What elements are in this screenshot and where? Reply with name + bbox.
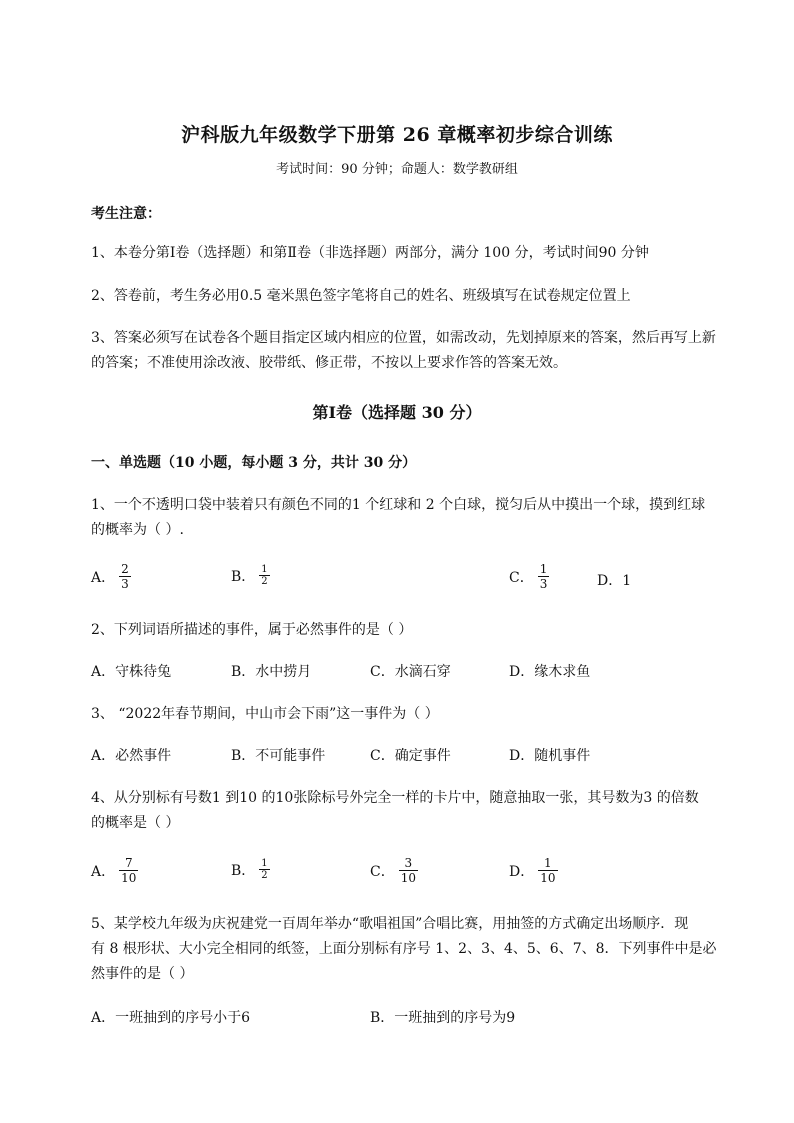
fraction (259, 858, 269, 881)
denominator: 10 (400, 871, 416, 885)
notice-item-1: 1、本卷分第Ⅰ卷（选择题）和第Ⅱ卷（非选择题）两部分，满分 100 分，考试时间90 分钟 (91, 245, 649, 261)
question-4-line-2: 的概率是（ ） (91, 815, 180, 831)
numerator: 2 (121, 562, 129, 576)
option-label: C． (509, 569, 534, 586)
numerator: 7 (124, 856, 133, 870)
question-5-line-3: 然事件的是（ ） (91, 966, 194, 982)
question-1-option-a (91, 562, 131, 591)
notice-heading: 考生注意： (91, 206, 161, 222)
notice-item-2: 2、答卷前，考生务必用0.5 毫米黑色签字笔将自己的姓名、班级填写在试卷规定位置上 (91, 288, 631, 304)
denominator: 2 (261, 576, 268, 587)
question-1-line-1: 1、一个不透明口袋中装着只有颜色不同的1 个红球和 2 个白球，搅匀后从中摸出一个球，摸到红球 (91, 497, 706, 513)
question-5-option-b: B．一班抽到的序号为9 (370, 1010, 516, 1026)
denominator: 2 (261, 870, 268, 881)
denominator: 3 (539, 577, 548, 591)
question-3-option-d: D．随机事件 (509, 748, 591, 764)
fraction (259, 564, 269, 587)
question-5-line-2: 有 8 根形状、大小完全相同的纸签，上面分别标有序号 1、2、3、4、5、6、7、8．下列事件中是必 (91, 941, 717, 957)
numerator: 3 (404, 856, 413, 870)
question-5-option-a: A．一班抽到的序号小于6 (91, 1010, 251, 1026)
exam-title: 沪科版九年级数学下册第 26 章概率初步综合训练 (181, 124, 613, 146)
question-1-line-2: 的概率为（ ）. (91, 522, 184, 538)
denominator: 10 (540, 871, 556, 885)
question-2-option-d: D．缘木求鱼 (509, 664, 591, 680)
fraction (119, 562, 131, 591)
exam-subtitle: 考试时间：90 分钟；命题人：数学教研组 (276, 162, 518, 177)
question-2-option-c: C．水滴石穿 (370, 664, 451, 680)
numerator: 1 (539, 562, 548, 576)
question-5-line-1: 5、某学校九年级为庆祝建党一百周年举办“歌唱祖国”合唱比赛，用抽签的方式确定出场顺序．现 (91, 916, 689, 932)
question-3-option-b: B．不可能事件 (231, 748, 326, 764)
question-4-line-1: 4、从分别标有号数1 到10 的10张除标号外完全一样的卡片中，随意抽取一张，其号数为3 的倍数 (91, 790, 699, 806)
numerator: 1 (544, 856, 552, 870)
section-title: 第Ⅰ卷（选择题 30 分） (312, 403, 482, 422)
numerator: 1 (261, 858, 268, 869)
notice-item-3-line-1: 3、答案必须写在试卷各个题目指定区域内相应的位置，如需改动，先划掉原来的答案，然后再写上新 (91, 330, 716, 346)
fraction (399, 856, 418, 885)
question-3-option-c: C．确定事件 (370, 748, 451, 764)
option-label: B． (231, 862, 256, 879)
question-4-option-b (231, 858, 270, 881)
part-heading: 一、单选题（10 小题，每小题 3 分，共计 30 分） (91, 455, 417, 471)
question-2-option-b: B．水中捞月 (231, 664, 312, 680)
question-1-option-c (509, 562, 549, 591)
fraction (119, 856, 138, 885)
question-4-option-d (509, 856, 558, 885)
numerator: 1 (261, 564, 268, 575)
fraction (538, 562, 550, 591)
option-label: B． (231, 568, 256, 585)
notice-item-3-line-2: 的答案；不准使用涂改液、胶带纸、修正带，不按以上要求作答的答案无效。 (91, 355, 567, 371)
question-4-option-a (91, 856, 138, 885)
question-2-line-1: 2、下列词语所描述的事件，属于必然事件的是（ ） (91, 622, 413, 638)
option-label: A． (91, 863, 116, 880)
denominator: 10 (121, 871, 137, 885)
option-label: A． (91, 569, 116, 586)
fraction (538, 856, 557, 885)
question-3-line-1: 3、 “2022年春节期间，中山市会下雨”这一事件为（ ） (91, 706, 439, 722)
question-1-option-d: D．1 (597, 573, 632, 589)
option-label: D． (509, 863, 535, 880)
denominator: 3 (121, 577, 129, 591)
question-2-option-a: A．守株待兔 (91, 664, 172, 680)
question-1-option-b (231, 564, 270, 587)
option-label: C． (370, 863, 395, 880)
question-4-option-c (370, 856, 418, 885)
question-3-option-a: A．必然事件 (91, 748, 172, 764)
